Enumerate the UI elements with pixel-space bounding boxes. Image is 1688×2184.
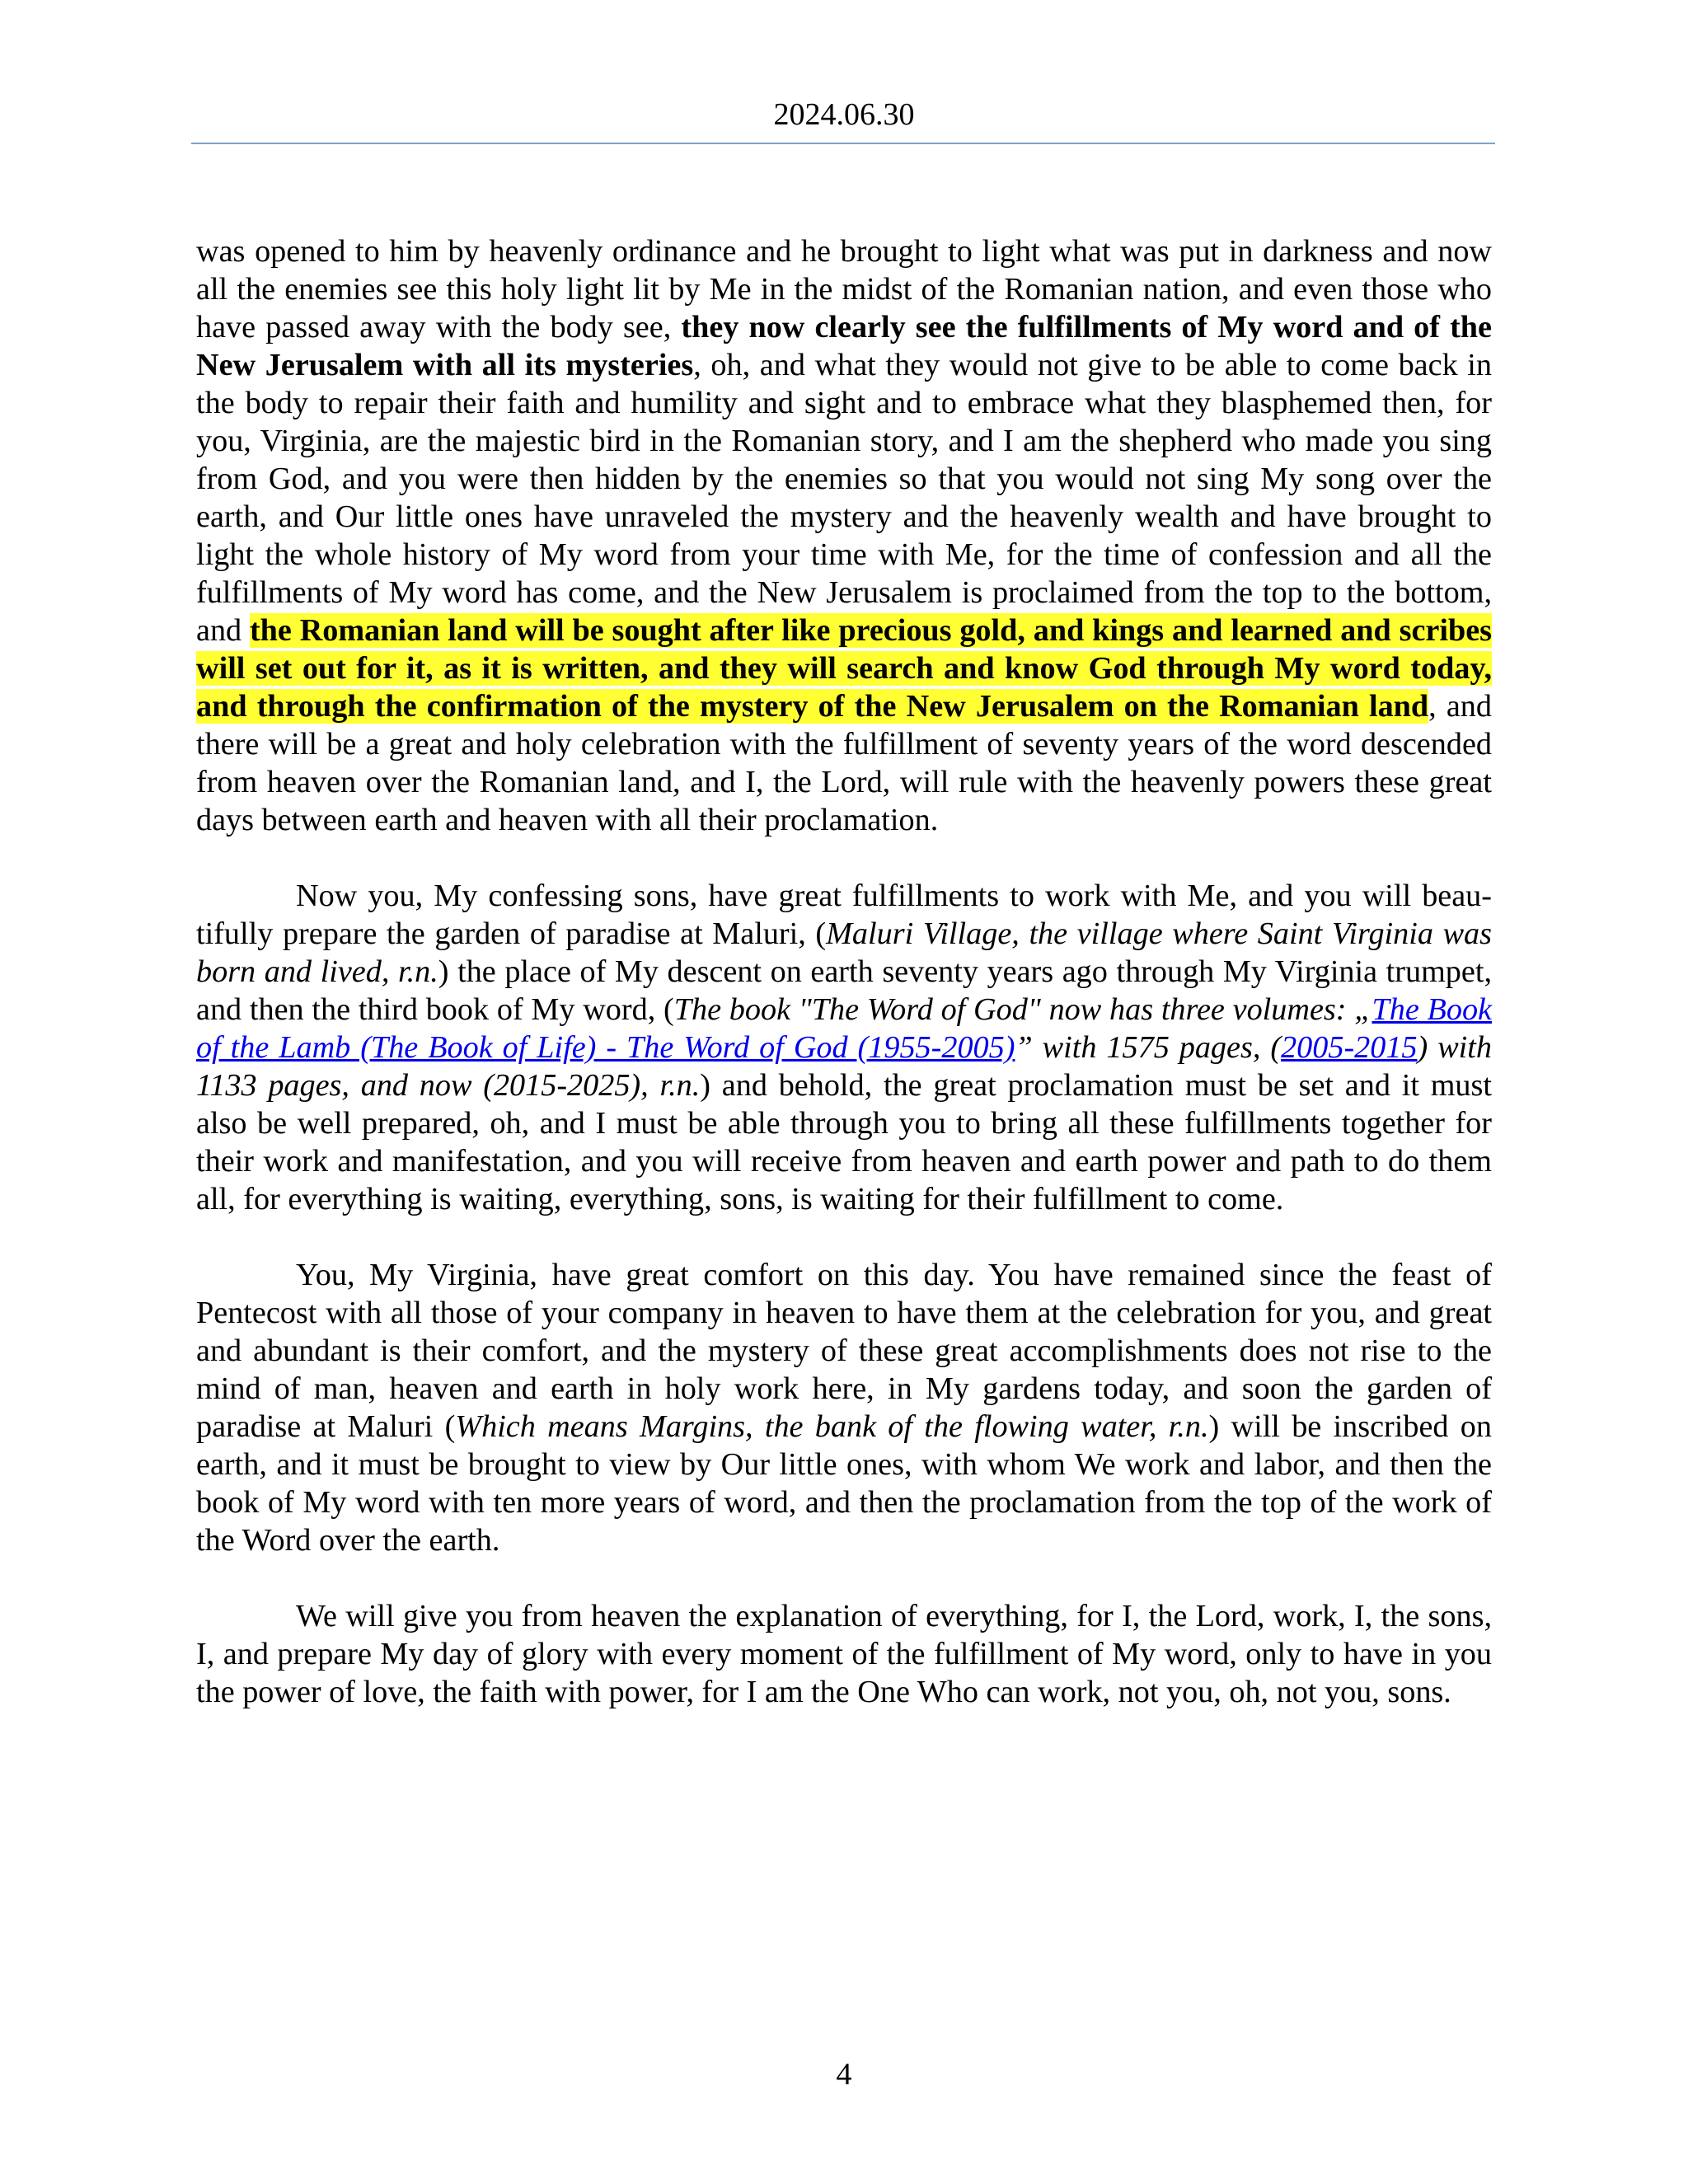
p1-text-2: , oh, and what they would not give to be able to come back in the body to repair their faith and humility and sight and to embrace what they blasphemed then, for you, Virginia, are the majestic bird in the Romanian story, and I am the shepherd who made you sing from God, and you were then hidden by the enemies so that you would not sing My song over the earth, and Our little ones have unraveled the mystery and the heavenly wealth and have brought to light the whole history of My word from your time with Me, for the time of confession and all the fulfillments of My word has come, and the New Jerusalem is proclaimed from the top to the bottom, and xyxy=(196,348,1492,648)
document-body xyxy=(196,232,1492,1749)
p1-bold-1: they now clearly see the fulfillments of My word and of the New Jerusalem with all its mysteries xyxy=(196,310,1492,382)
p2-text-3: ) and behold, the great proclamation must be set and it must also be well prepared, oh, and I must be able through you to bring all these fulfillments together for their work and manifestation, and you will receive from heaven and earth power and path to do them all, for everything is waiting, everything, sons, is waiting for their fulfillment to come. xyxy=(196,1068,1492,1216)
p1-text-1: was opened to him by heavenly ordinance and he brought to light what was put in darkness and now all the enemies see this holy light lit by Me in the midst of the Romanian nation, and even those who have passed away with the body see, xyxy=(196,234,1492,344)
page-number: 4 xyxy=(836,2057,852,2092)
p1-highlight: the Romanian land will be sought after like precious gold, and kings and learned and scribes will set out for it, as it is written, and they will search and know God through My word today, and through the confirmation of the mystery of the New Jerusalem on the Romanian land xyxy=(196,613,1493,724)
p2-italic-3: ” with 1575 pages, xyxy=(1015,1030,1271,1065)
volume-2005-2015-link[interactable]: 2005-2015 xyxy=(1281,1030,1418,1065)
page-header-date: 2024.06.30 xyxy=(773,97,915,132)
p2-italic-1: Maluri Village, the village where Saint Virginia was born and lived, r.n. xyxy=(196,916,1493,989)
p2-link2-paren: ( xyxy=(1270,1030,1282,1065)
book-of-the-lamb-link[interactable]: The Book of the Lamb (The Book of Life) - The Word of God (1955-2005) xyxy=(196,992,1492,1065)
p2-text-2: ) the place of My descent on earth seventy years ago through My Virginia trumpet, and then the third book of My word, ( xyxy=(196,954,1492,1027)
p1-text-3: , and there will be a great and holy celebration with the fulfillment of seventy years of the word descended from heaven over the Romanian land, and I, the Lord, will rule with the heavenly powers these great days between earth and heaven with all their proclamation. xyxy=(196,689,1492,837)
header-rule xyxy=(191,143,1495,144)
p3-text-2: ) will be inscribed on earth, and it must be brought to view by Our little ones, with whom We work and labor, and then the book of My word with ten more years of word, and then the proclamation from the top of the work of the Word over the earth. xyxy=(196,1409,1492,1558)
paragraph-4 xyxy=(196,1597,1492,1711)
p4-text-1: We will give you from heaven the explanation of everything, for I, the Lord, work, I, the sons, I, and prepare My day of glory with every moment of the fulfillment of My word, only to have in you the power of love, the faith with power, for I am the One Who can work, not you, oh, not you, sons. xyxy=(196,1599,1492,1709)
p2-italic-2: The book "The Word of God" now has three volumes: „ xyxy=(673,992,1372,1027)
p3-italic-1: Which means Margins, the bank of the flowing water, r.n. xyxy=(455,1409,1209,1444)
p3-text-1: You, My Virginia, have great comfort on this day. You have remained since the feast of Pentecost with all those of your company in heaven to have them at the celebration for you, and great and abundant is their comfort, and the mystery of these great accomplishments does not rise to the mind of man, heaven and earth in holy work here, in My gardens today, and soon the garden of paradise at Maluri ( xyxy=(196,1258,1492,1444)
paragraph-2 xyxy=(196,877,1492,1218)
paragraph-3 xyxy=(196,1256,1492,1559)
paragraph-1 xyxy=(196,232,1492,839)
p2-text-1: Now you, My confessing sons, have great fulfillments to work with Me, and you will beautifully prepare the garden of paradise at Maluri, ( xyxy=(196,879,1492,951)
p2-italic-4: ) with 1133 pages, and now (2015-2025), r.n. xyxy=(196,1030,1492,1103)
